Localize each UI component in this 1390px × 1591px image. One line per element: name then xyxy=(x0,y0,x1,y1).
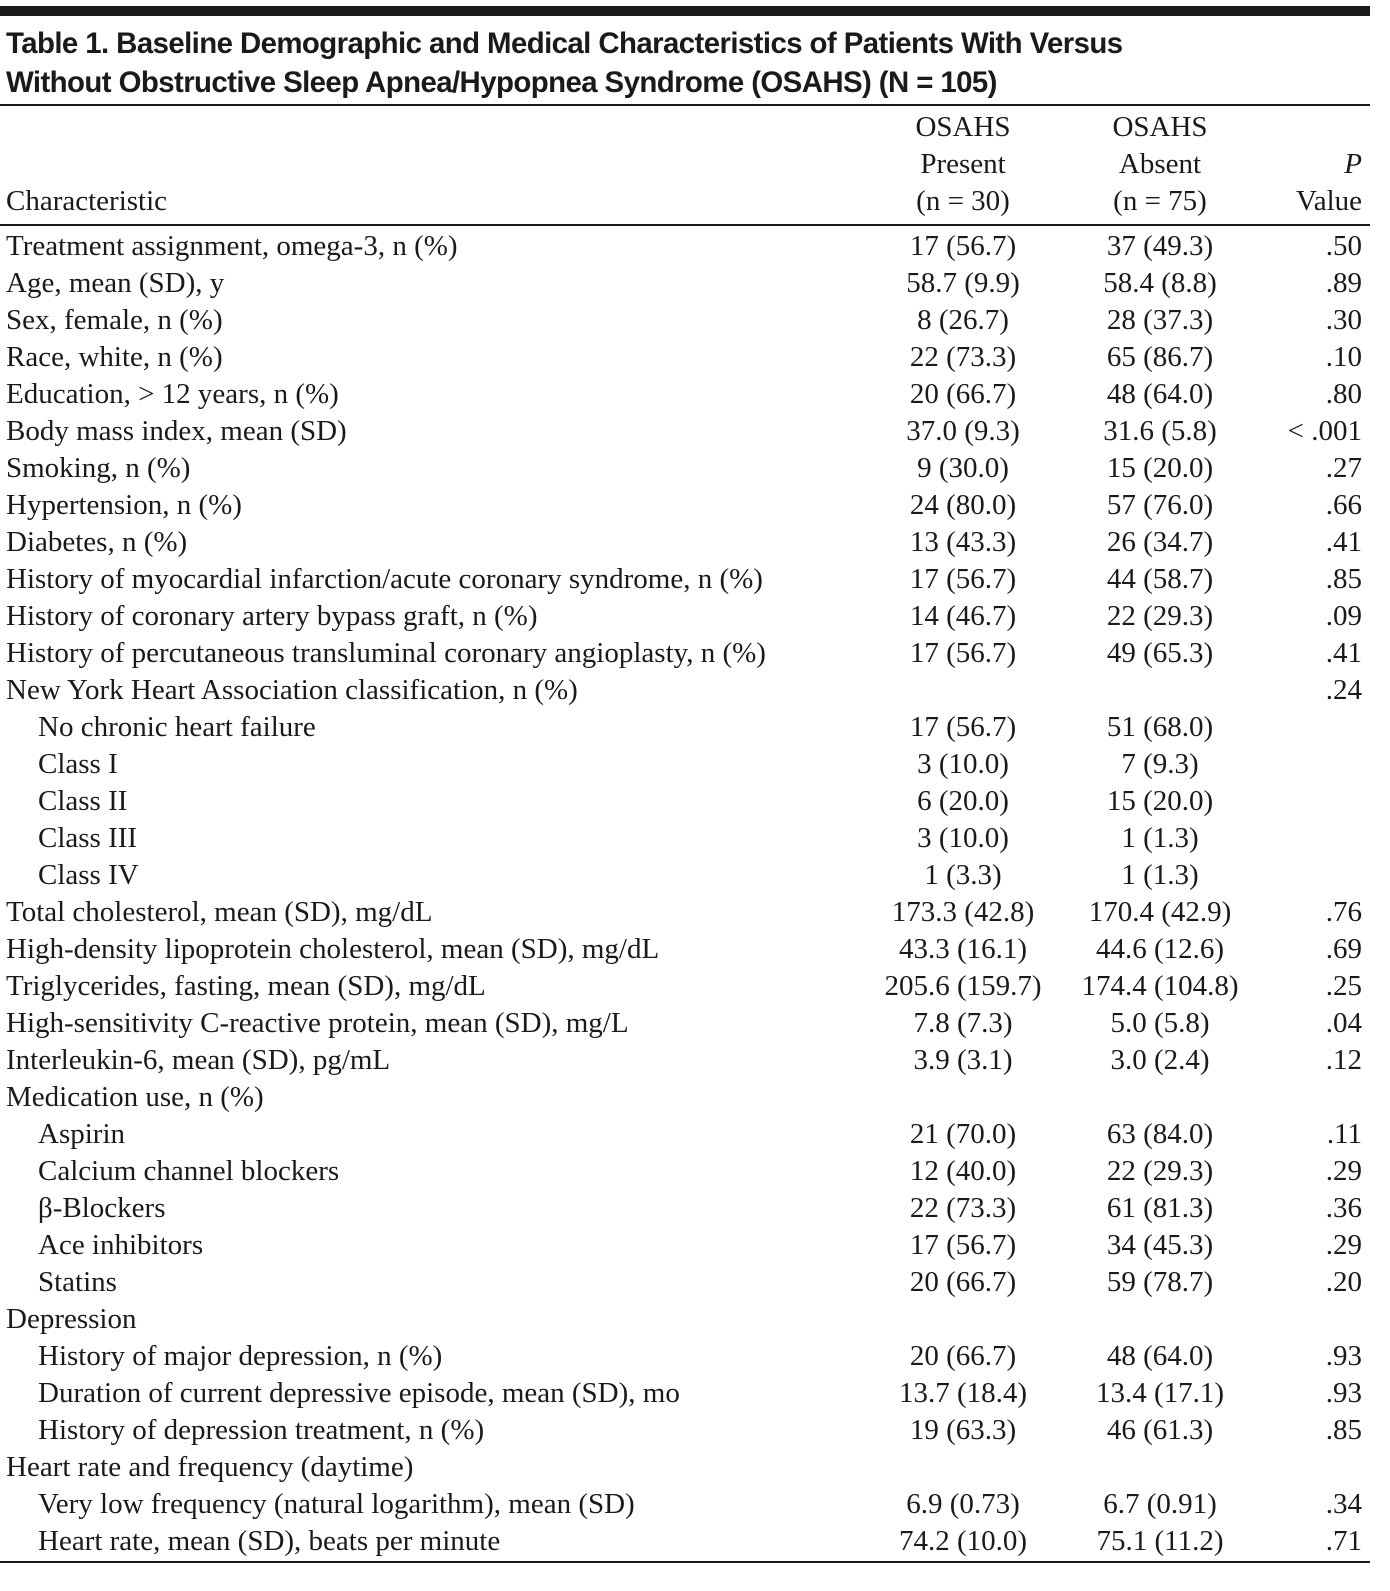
p-value xyxy=(1261,1301,1370,1338)
p-value: .93 xyxy=(1325,1377,1362,1409)
osahs-present-value: 37.0 (9.3) xyxy=(906,415,1020,447)
osahs-absent-value xyxy=(1059,672,1261,709)
osahs-absent-value xyxy=(1059,1079,1261,1116)
table-row xyxy=(0,1042,1370,1079)
osahs-absent-value: 28 (37.3) xyxy=(1106,304,1214,336)
p-value: .41 xyxy=(1325,637,1362,669)
p-value: .41 xyxy=(1325,526,1362,558)
table-row xyxy=(0,1227,1370,1264)
osahs-absent-value: 63 (84.0) xyxy=(1106,1118,1214,1150)
osahs-present-value xyxy=(867,1301,1059,1338)
top-rule xyxy=(0,6,1370,16)
osahs-present-value: 9 (30.0) xyxy=(917,452,1009,484)
row-label: Sex, female, n (%) xyxy=(6,304,223,336)
osahs-absent-value: 44.6 (12.6) xyxy=(1095,933,1225,965)
osahs-present-value: 21 (70.0) xyxy=(909,1118,1017,1150)
p-value: .10 xyxy=(1325,341,1362,373)
p-value: .29 xyxy=(1325,1155,1362,1187)
row-label: High-density lipoprotein cholesterol, mean (SD), mg/dL xyxy=(6,933,660,965)
osahs-present-value: 24 (80.0) xyxy=(909,489,1017,521)
p-value: .24 xyxy=(1325,674,1362,706)
row-label: Depression xyxy=(6,1303,137,1335)
title-line-2: Without Obstructive Sleep Apnea/Hypopnea Syndrome (OSAHS) (N = 105) xyxy=(6,66,997,99)
row-label: Interleukin-6, mean (SD), pg/mL xyxy=(6,1044,391,1076)
p-value: .69 xyxy=(1325,933,1362,965)
row-label: Calcium channel blockers xyxy=(38,1155,340,1187)
osahs-present-value: 17 (56.7) xyxy=(909,1229,1017,1261)
osahs-absent-value: 49 (65.3) xyxy=(1106,637,1214,669)
p-value xyxy=(1261,709,1370,746)
row-label: Class II xyxy=(38,785,128,817)
table-body xyxy=(0,224,1370,1560)
header-osahs-present xyxy=(867,108,1059,224)
header-text: (n = 30) xyxy=(916,185,1010,217)
p-value xyxy=(1261,1449,1370,1486)
table-row xyxy=(0,894,1370,931)
osahs-absent-value: 57 (76.0) xyxy=(1106,489,1214,521)
table-row xyxy=(0,1079,1370,1116)
row-label: Heart rate and frequency (daytime) xyxy=(6,1451,414,1483)
osahs-present-value: 19 (63.3) xyxy=(909,1414,1017,1446)
characteristics-table xyxy=(0,108,1370,1560)
row-label: Smoking, n (%) xyxy=(6,452,191,484)
table-row xyxy=(0,1449,1370,1486)
osahs-absent-value: 1 (1.3) xyxy=(1121,859,1199,891)
osahs-present-value: 3.9 (3.1) xyxy=(913,1044,1013,1076)
header-text: Value xyxy=(1295,185,1362,217)
table-row xyxy=(0,1375,1370,1412)
osahs-present-value: 13.7 (18.4) xyxy=(898,1377,1028,1409)
osahs-present-value xyxy=(867,1449,1059,1486)
osahs-present-value xyxy=(867,672,1059,709)
title-line-1: Table 1. Baseline Demographic and Medical Characteristics of Patients With Versus xyxy=(6,27,1123,60)
table-row xyxy=(0,709,1370,746)
osahs-absent-value: 51 (68.0) xyxy=(1106,711,1214,743)
row-label: Heart rate, mean (SD), beats per minute xyxy=(38,1525,501,1557)
row-label: β-Blockers xyxy=(38,1192,166,1224)
table-row xyxy=(0,487,1370,524)
row-label: Diabetes, n (%) xyxy=(6,526,188,558)
row-label: Race, white, n (%) xyxy=(6,341,223,373)
row-label: Ace inhibitors xyxy=(38,1229,204,1261)
p-value: .85 xyxy=(1325,1414,1362,1446)
p-value: .25 xyxy=(1325,970,1362,1002)
osahs-absent-value: 61 (81.3) xyxy=(1106,1192,1214,1224)
p-value xyxy=(1261,746,1370,783)
table-row xyxy=(0,1153,1370,1190)
osahs-absent-value: 3.0 (2.4) xyxy=(1110,1044,1210,1076)
osahs-present-value: 17 (56.7) xyxy=(909,230,1017,262)
osahs-absent-value: 22 (29.3) xyxy=(1106,600,1214,632)
osahs-present-value: 74.2 (10.0) xyxy=(898,1525,1028,1557)
title-rule xyxy=(0,104,1370,106)
osahs-absent-value: 13.4 (17.1) xyxy=(1095,1377,1225,1409)
osahs-present-value: 20 (66.7) xyxy=(909,378,1017,410)
p-value: .93 xyxy=(1325,1340,1362,1372)
table-row xyxy=(0,302,1370,339)
row-label: Education, > 12 years, n (%) xyxy=(6,378,339,410)
table-row xyxy=(0,339,1370,376)
table-row xyxy=(0,524,1370,561)
osahs-absent-value: 46 (61.3) xyxy=(1106,1414,1214,1446)
osahs-absent-value: 1 (1.3) xyxy=(1121,822,1199,854)
osahs-present-value xyxy=(867,1079,1059,1116)
osahs-present-value: 20 (66.7) xyxy=(909,1266,1017,1298)
osahs-present-value: 58.7 (9.9) xyxy=(906,267,1020,299)
table-title xyxy=(6,24,1349,102)
osahs-present-value: 6 (20.0) xyxy=(917,785,1009,817)
row-label: Medication use, n (%) xyxy=(6,1081,264,1113)
osahs-absent-value: 37 (49.3) xyxy=(1106,230,1214,262)
row-label: History of major depression, n (%) xyxy=(38,1340,443,1372)
header-text: P xyxy=(1344,148,1362,180)
osahs-present-value: 173.3 (42.8) xyxy=(891,896,1035,928)
p-value: .80 xyxy=(1325,378,1362,410)
osahs-absent-value: 59 (78.7) xyxy=(1106,1266,1214,1298)
osahs-present-value: 205.6 (159.7) xyxy=(884,970,1042,1002)
row-label: History of myocardial infarction/acute coronary syndrome, n (%) xyxy=(6,563,763,595)
row-label: History of percutaneous transluminal coronary angioplasty, n (%) xyxy=(6,637,766,669)
table-row xyxy=(0,783,1370,820)
table-row xyxy=(0,1116,1370,1153)
header-osahs-absent xyxy=(1059,108,1261,224)
osahs-present-value: 8 (26.7) xyxy=(917,304,1009,336)
osahs-absent-value: 48 (64.0) xyxy=(1106,378,1214,410)
p-value: .04 xyxy=(1325,1007,1362,1039)
osahs-present-value: 6.9 (0.73) xyxy=(906,1488,1020,1520)
header-row xyxy=(0,108,1370,224)
table-row xyxy=(0,450,1370,487)
header-text: Present xyxy=(920,148,1006,180)
p-value xyxy=(1261,820,1370,857)
row-label: History of coronary artery bypass graft, n (%) xyxy=(6,600,538,632)
osahs-absent-value: 22 (29.3) xyxy=(1106,1155,1214,1187)
table-row xyxy=(0,265,1370,302)
table-row xyxy=(0,1264,1370,1301)
p-value: .20 xyxy=(1325,1266,1362,1298)
table-row xyxy=(0,224,1370,265)
osahs-present-value: 3 (10.0) xyxy=(917,822,1009,854)
header-text: OSAHS xyxy=(915,111,1011,143)
p-value xyxy=(1261,1079,1370,1116)
osahs-present-value: 13 (43.3) xyxy=(909,526,1017,558)
table-row xyxy=(0,1005,1370,1042)
p-value: .29 xyxy=(1325,1229,1362,1261)
osahs-absent-value: 31.6 (5.8) xyxy=(1103,415,1217,447)
row-label: Body mass index, mean (SD) xyxy=(6,415,347,447)
row-label: Total cholesterol, mean (SD), mg/dL xyxy=(6,896,433,928)
p-value: .12 xyxy=(1325,1044,1362,1076)
table-row xyxy=(0,746,1370,783)
p-value: .85 xyxy=(1325,563,1362,595)
osahs-absent-value: 26 (34.7) xyxy=(1106,526,1214,558)
osahs-present-value: 22 (73.3) xyxy=(909,1192,1017,1224)
p-value: .11 xyxy=(1326,1118,1362,1150)
osahs-absent-value: 65 (86.7) xyxy=(1106,341,1214,373)
row-label: Age, mean (SD), y xyxy=(6,267,225,299)
header-text: Absent xyxy=(1118,148,1202,180)
osahs-absent-value: 15 (20.0) xyxy=(1106,452,1214,484)
row-label: Very low frequency (natural logarithm), mean (SD) xyxy=(38,1488,635,1520)
row-label: High-sensitivity C-reactive protein, mean (SD), mg/L xyxy=(6,1007,629,1039)
p-value: < .001 xyxy=(1287,415,1362,447)
table-row xyxy=(0,1523,1370,1560)
row-label: Class IV xyxy=(38,859,139,891)
row-label: New York Heart Association classification, n (%) xyxy=(6,674,578,706)
table-row xyxy=(0,820,1370,857)
bottom-rule xyxy=(0,1561,1370,1563)
table-row xyxy=(0,857,1370,894)
osahs-absent-value: 34 (45.3) xyxy=(1106,1229,1214,1261)
p-value: .09 xyxy=(1325,600,1362,632)
p-value xyxy=(1261,783,1370,820)
row-label: Class I xyxy=(38,748,118,780)
osahs-absent-value xyxy=(1059,1449,1261,1486)
header-text: (n = 75) xyxy=(1113,185,1207,217)
osahs-absent-value: 174.4 (104.8) xyxy=(1081,970,1239,1002)
osahs-present-value: 17 (56.7) xyxy=(909,563,1017,595)
p-value: .30 xyxy=(1325,304,1362,336)
row-label: Class III xyxy=(38,822,138,854)
row-label: Triglycerides, fasting, mean (SD), mg/dL xyxy=(6,970,486,1002)
p-value: .50 xyxy=(1325,230,1362,262)
p-value: .34 xyxy=(1325,1488,1362,1520)
row-label: History of depression treatment, n (%) xyxy=(38,1414,485,1446)
header-text: OSAHS xyxy=(1112,111,1208,143)
osahs-absent-value: 44 (58.7) xyxy=(1106,563,1214,595)
osahs-absent-value: 75.1 (11.2) xyxy=(1096,1525,1224,1557)
osahs-absent-value: 5.0 (5.8) xyxy=(1110,1007,1210,1039)
osahs-absent-value: 170.4 (42.9) xyxy=(1088,896,1232,928)
row-label: Statins xyxy=(38,1266,117,1298)
p-value: .76 xyxy=(1325,896,1362,928)
table-row xyxy=(0,968,1370,1005)
header-characteristic: Characteristic xyxy=(6,185,168,217)
header-p-value xyxy=(1261,108,1370,224)
osahs-present-value: 43.3 (16.1) xyxy=(898,933,1028,965)
row-label: Treatment assignment, omega-3, n (%) xyxy=(6,230,458,262)
table-row xyxy=(0,672,1370,709)
osahs-absent-value: 7 (9.3) xyxy=(1121,748,1199,780)
table-row xyxy=(0,931,1370,968)
osahs-present-value: 7.8 (7.3) xyxy=(913,1007,1013,1039)
osahs-present-value: 20 (66.7) xyxy=(909,1340,1017,1372)
row-label: No chronic heart failure xyxy=(38,711,316,743)
row-label: Hypertension, n (%) xyxy=(6,489,242,521)
table-row xyxy=(0,413,1370,450)
p-value: .89 xyxy=(1325,267,1362,299)
p-value: .71 xyxy=(1325,1525,1362,1557)
table-row xyxy=(0,635,1370,672)
p-value xyxy=(1261,857,1370,894)
osahs-absent-value: 6.7 (0.91) xyxy=(1103,1488,1217,1520)
osahs-present-value: 12 (40.0) xyxy=(909,1155,1017,1187)
osahs-absent-value: 48 (64.0) xyxy=(1106,1340,1214,1372)
osahs-present-value: 1 (3.3) xyxy=(924,859,1002,891)
table-row xyxy=(0,1338,1370,1375)
p-value: .36 xyxy=(1325,1192,1362,1224)
osahs-absent-value: 15 (20.0) xyxy=(1106,785,1214,817)
table-row xyxy=(0,1486,1370,1523)
osahs-absent-value: 58.4 (8.8) xyxy=(1103,267,1217,299)
table-row xyxy=(0,1412,1370,1449)
osahs-present-value: 17 (56.7) xyxy=(909,711,1017,743)
table-row xyxy=(0,1190,1370,1227)
p-value: .27 xyxy=(1325,452,1362,484)
table-row xyxy=(0,1301,1370,1338)
osahs-present-value: 3 (10.0) xyxy=(917,748,1009,780)
table-row xyxy=(0,376,1370,413)
table-row xyxy=(0,561,1370,598)
row-label: Duration of current depressive episode, mean (SD), mo xyxy=(38,1377,680,1409)
osahs-present-value: 17 (56.7) xyxy=(909,637,1017,669)
p-value: .66 xyxy=(1325,489,1362,521)
header-rule xyxy=(0,224,1370,226)
row-label: Aspirin xyxy=(38,1118,125,1150)
osahs-present-value: 14 (46.7) xyxy=(909,600,1017,632)
table-row xyxy=(0,598,1370,635)
osahs-present-value: 22 (73.3) xyxy=(909,341,1017,373)
osahs-absent-value xyxy=(1059,1301,1261,1338)
